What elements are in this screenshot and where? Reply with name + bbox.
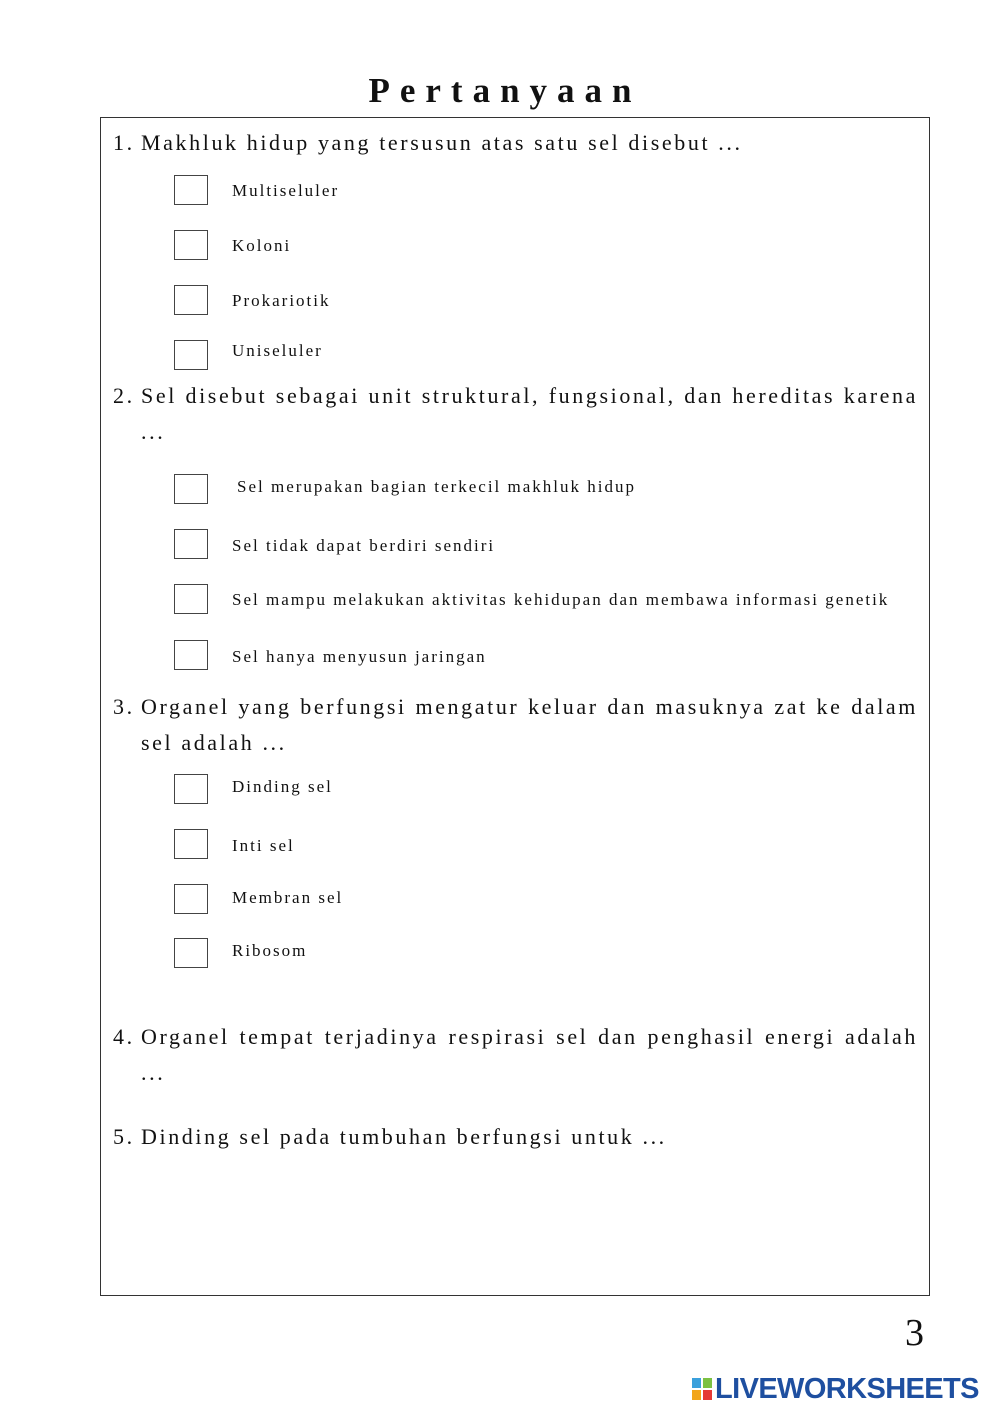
option-q3-c [174,884,894,916]
answer-checkbox[interactable] [174,340,208,370]
liveworksheets-logo [692,1371,979,1407]
option-q3-d [174,938,894,970]
option-q2-d [174,640,894,672]
question-text: Organel yang berfungsi mengatur keluar dan masuknya zat ke dalam sel adalah ... [141,694,918,755]
question-text: Makhluk hidup yang tersusun atas satu sel disebut ... [141,130,743,155]
question-4 [113,1019,918,1091]
question-number: 5. [113,1124,135,1149]
answer-checkbox[interactable] [174,774,208,804]
logo-block [703,1390,712,1400]
question-number: 4. [113,1024,135,1049]
answer-checkbox[interactable] [174,884,208,914]
question-3 [113,689,918,761]
page-number: 3 [905,1312,924,1354]
page-title: Pertanyaan [368,71,642,110]
option-q1-c [174,285,894,317]
option-q1-d [174,340,894,372]
question-1 [113,125,918,161]
option-q2-a [174,474,894,506]
answer-checkbox[interactable] [174,230,208,260]
option-label: Uniseluler [232,341,323,360]
option-label: Ribosom [232,941,308,960]
answer-checkbox[interactable] [174,285,208,315]
logo-block [692,1390,701,1400]
option-q2-b [174,529,894,561]
option-label: Prokariotik [232,291,331,310]
option-label: Koloni [232,236,292,255]
question-number: 3. [113,694,135,719]
question-number: 1. [113,130,135,155]
answer-checkbox[interactable] [174,175,208,205]
answer-checkbox[interactable] [174,938,208,968]
option-q2-c [174,584,894,640]
option-q3-b [174,829,894,861]
answer-checkbox[interactable] [174,474,208,504]
question-5 [113,1119,918,1155]
option-q1-b [174,230,894,262]
option-label: Dinding sel [232,777,333,796]
brand-name: LIVEWORKSHEETS [715,1373,979,1405]
option-q1-a [174,175,894,207]
question-text: Dinding sel pada tumbuhan berfungsi untuk ... [141,1124,667,1149]
option-label: Membran sel [232,888,344,907]
option-label: Sel mampu melakukan aktivitas kehidupan dan membawa informasi genetik [232,590,890,609]
answer-checkbox[interactable] [174,529,208,559]
answer-checkbox[interactable] [174,640,208,670]
answer-checkbox[interactable] [174,584,208,614]
question-number: 2. [113,383,135,408]
live-blocks-icon [692,1378,712,1400]
option-label: Inti sel [232,836,295,855]
option-label: Multiseluler [232,181,340,200]
question-2 [113,378,918,450]
logo-block [692,1378,701,1388]
option-label: Sel tidak dapat berdiri sendiri [232,536,496,555]
option-q3-a [174,774,894,806]
option-label: Sel hanya menyusun jaringan [232,647,487,666]
answer-checkbox[interactable] [174,829,208,859]
logo-block [703,1378,712,1388]
option-label: Sel merupakan bagian terkecil makhluk hidup [237,477,636,496]
question-text: Sel disebut sebagai unit struktural, fungsional, dan hereditas karena ... [141,383,918,444]
question-text: Organel tempat terjadinya respirasi sel dan penghasil energi adalah ... [141,1024,918,1085]
